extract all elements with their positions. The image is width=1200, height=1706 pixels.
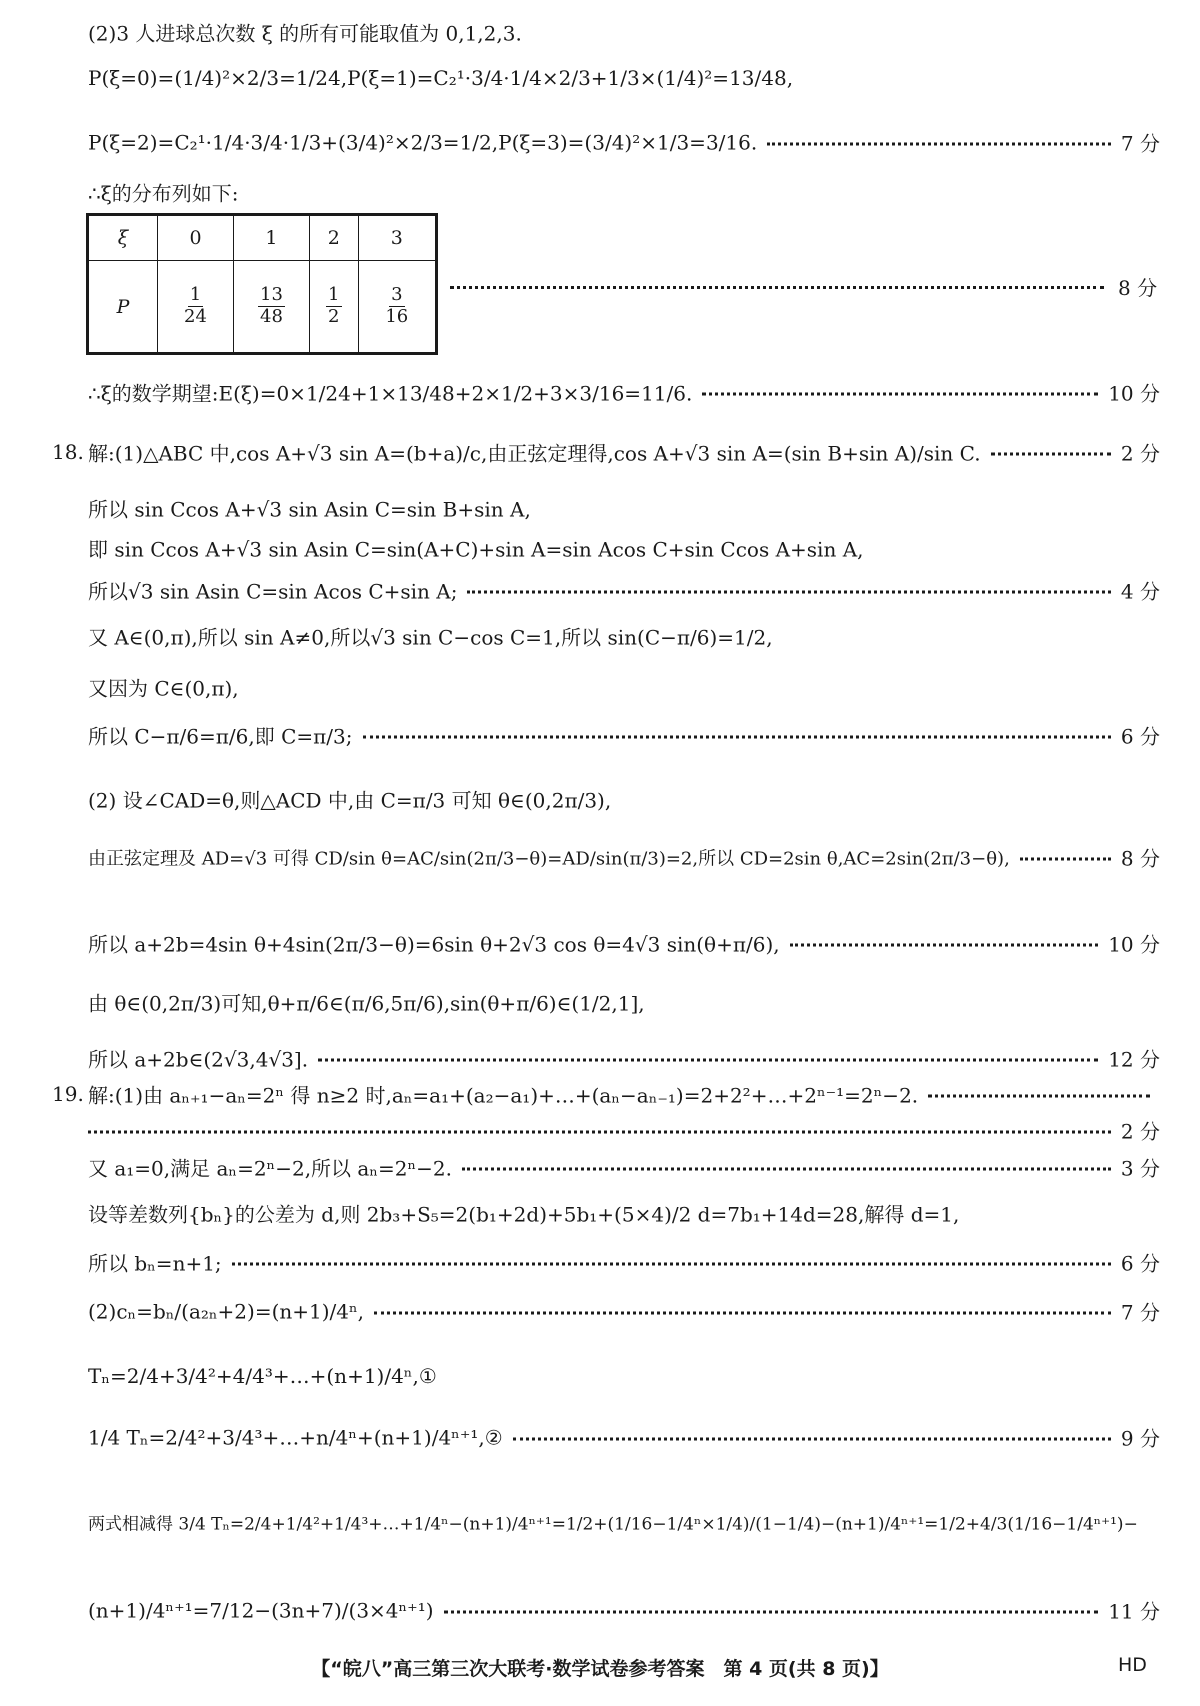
score-label: 7 分: [1120, 131, 1160, 156]
score-label: 2 分: [1120, 1119, 1160, 1144]
table-row: [88, 261, 437, 354]
solution-line: 由 θ∈(0,2π/3)可知,θ+π/6∈(π/6,5π/6),sin(θ+π/6)∈(1/2,1],: [88, 991, 645, 1016]
score-label: 8 分: [1120, 846, 1160, 871]
solution-line: 所以√3 sin Asin C=sin Acos C+sin A; 4 分: [88, 576, 1160, 605]
solution-line: Tₙ=2/4+3/4²+4/4³+…+(n+1)/4ⁿ,①: [88, 1364, 437, 1388]
score-label: 4 分: [1120, 579, 1160, 604]
probability-fraction: $\frac{1}{24}$: [184, 284, 207, 327]
solution-line: 又因为 C∈(0,π),: [88, 676, 239, 701]
solution-line: 即 sin Ccos A+√3 sin Asin C=sin(A+C)+sin A=sin Acos C+sin Ccos A+sin A,: [88, 537, 864, 562]
solution-line: P(ξ=0)=(1/4)²×2/3=1/24,P(ξ=1)=C₂¹·3/4·1/4×2/3+1/3×(1/4)²=13/48,: [88, 66, 794, 90]
leader-dots: [1020, 858, 1111, 861]
probability-fraction: $\frac{1}{2}$: [328, 284, 340, 327]
leader-dots: [767, 143, 1111, 146]
score-label: 12 分: [1108, 1047, 1160, 1072]
probability-fraction: $\frac{13}{48}$: [260, 284, 283, 327]
table-row: [88, 215, 437, 261]
score-label: 10 分: [1108, 381, 1160, 406]
solution-line: 1/4 Tₙ=2/4²+3/4³+…+n/4ⁿ+(n+1)/4ⁿ⁺¹,② 9 分: [88, 1423, 1160, 1452]
table-cell: [233, 261, 309, 354]
solution-line: (2) 设∠CAD=θ,则△ACD 中,由 C=π/3 可知 θ∈(0,2π/3),: [88, 788, 612, 813]
leader-dots: [318, 1059, 1098, 1062]
leader-dots: [928, 1095, 1150, 1098]
solution-line: 解:(1)由 aₙ₊₁−aₙ=2ⁿ 得 n≥2 时,aₙ=a₁+(a₂−a₁)+…+(aₙ−aₙ₋₁)=2+2²+…+2ⁿ⁻¹=2ⁿ−2.: [88, 1080, 1160, 1109]
leader-dots: [467, 591, 1110, 594]
score-label: 10 分: [1108, 932, 1160, 957]
table-cell: ξ: [88, 215, 158, 261]
table-cell: 0: [158, 215, 234, 261]
solution-line: 设等差数列{bₙ}的公差为 d,则 2b₃+S₅=2(b₁+2d)+5b₁+(5×4)/2 d=7b₁+14d=28,解得 d=1,: [88, 1202, 960, 1227]
score-label: 6 分: [1120, 1251, 1160, 1276]
leader-dots: [702, 393, 1098, 396]
score-label: 11 分: [1108, 1599, 1160, 1624]
leader-dots: [363, 736, 1111, 739]
table-cell: P: [88, 261, 158, 354]
table-cell: 3: [358, 215, 436, 261]
score-label: 6 分: [1120, 724, 1160, 749]
solution-line: 又 A∈(0,π),所以 sin A≠0,所以√3 sin C−cos C=1,所以 sin(C−π/6)=1/2,: [88, 625, 773, 650]
question-number: 19.: [52, 1082, 84, 1106]
leader-dots: [513, 1438, 1111, 1441]
score-label: 9 分: [1120, 1426, 1160, 1451]
solution-line: 所以 bₙ=n+1; 6 分: [88, 1248, 1160, 1277]
solution-line: (2)3 人进球总次数 ξ 的所有可能取值为 0,1,2,3.: [88, 21, 522, 46]
solution-line: [88, 1116, 1160, 1145]
table-cell: 2: [309, 215, 358, 261]
score-label: 3 分: [1120, 1156, 1160, 1181]
solution-line: ∴ξ的数学期望:E(ξ)=0×1/24+1×13/48+2×1/2+3×3/16=11/6. 10 分: [88, 378, 1160, 407]
leader-dots: [790, 944, 1099, 947]
table-cell: [158, 261, 234, 354]
leader-dots: [991, 453, 1111, 456]
leader-dots: [462, 1168, 1111, 1171]
solution-line: 由正弦定理及 AD=√3 可得 CD/sin θ=AC/sin(2π/3−θ)=AD/sin(π/3)=2,所以 CD=2sin θ,AC=2sin(2π/3−θ), 8 分: [88, 843, 1160, 872]
page-footer: 【“皖八”高三第三次大联考·数学试卷参考答案 第 4 页(共 8 页)】: [311, 1658, 889, 1680]
distribution-table: [86, 213, 438, 355]
score-label: 7 分: [1120, 1300, 1160, 1325]
solution-line: 又 a₁=0,满足 aₙ=2ⁿ−2,所以 aₙ=2ⁿ−2. 3 分: [88, 1153, 1160, 1182]
table-cell: [358, 261, 436, 354]
table-cell: [309, 261, 358, 354]
leader-dots: [374, 1312, 1111, 1315]
question-number: 18.: [52, 440, 84, 464]
solution-line: 所以 C−π/6=π/6,即 C=π/3; 6 分: [88, 721, 1160, 750]
solution-line: 所以 a+2b∈(2√3,4√3]. 12 分: [88, 1044, 1160, 1073]
leader-dots: [450, 286, 1104, 289]
solution-line: (2)cₙ=bₙ/(a₂ₙ+2)=(n+1)/4ⁿ, 7 分: [88, 1297, 1160, 1326]
solution-line: 所以 a+2b=4sin θ+4sin(2π/3−θ)=6sin θ+2√3 cos θ=4√3 sin(θ+π/6), 10 分: [88, 929, 1160, 958]
leader-dots: [88, 1131, 1111, 1134]
probability-fraction: $\frac{3}{16}$: [385, 284, 409, 327]
solution-line: ∴ξ的分布列如下:: [88, 181, 239, 206]
score-label: 8 分: [1118, 276, 1158, 300]
leader-dots: [232, 1263, 1111, 1266]
table-cell: 1: [233, 215, 309, 261]
solution-line: 解:(1)△ABC 中,cos A+√3 sin A=(b+a)/c,由正弦定理得,cos A+√3 sin A=(sin B+sin A)/sin C. 2 分: [88, 438, 1160, 467]
score-label: 2 分: [1120, 441, 1160, 466]
solution-line: P(ξ=2)=C₂¹·1/4·3/4·1/3+(3/4)²×2/3=1/2,P(ξ=3)=(3/4)²×1/3=3/16. 7 分: [88, 128, 1160, 157]
solution-line: 两式相减得 3/4 Tₙ=2/4+1/4²+1/4³+…+1/4ⁿ−(n+1)/4ⁿ⁺¹=1/2+(1/16−1/4ⁿ×1/4)/(1−1/4)−(n+1)/4ⁿ⁺¹=1/2+4/3(1/16−1/4ⁿ⁺¹)−: [88, 1514, 1138, 1535]
footer-tag: HD: [1118, 1654, 1147, 1676]
solution-line: (n+1)/4ⁿ⁺¹=7/12−(3n+7)/(3×4ⁿ⁺¹) 11 分: [88, 1596, 1160, 1625]
solution-line: 所以 sin Ccos A+√3 sin Asin C=sin B+sin A,: [88, 497, 531, 522]
leader-dots: [444, 1611, 1099, 1614]
